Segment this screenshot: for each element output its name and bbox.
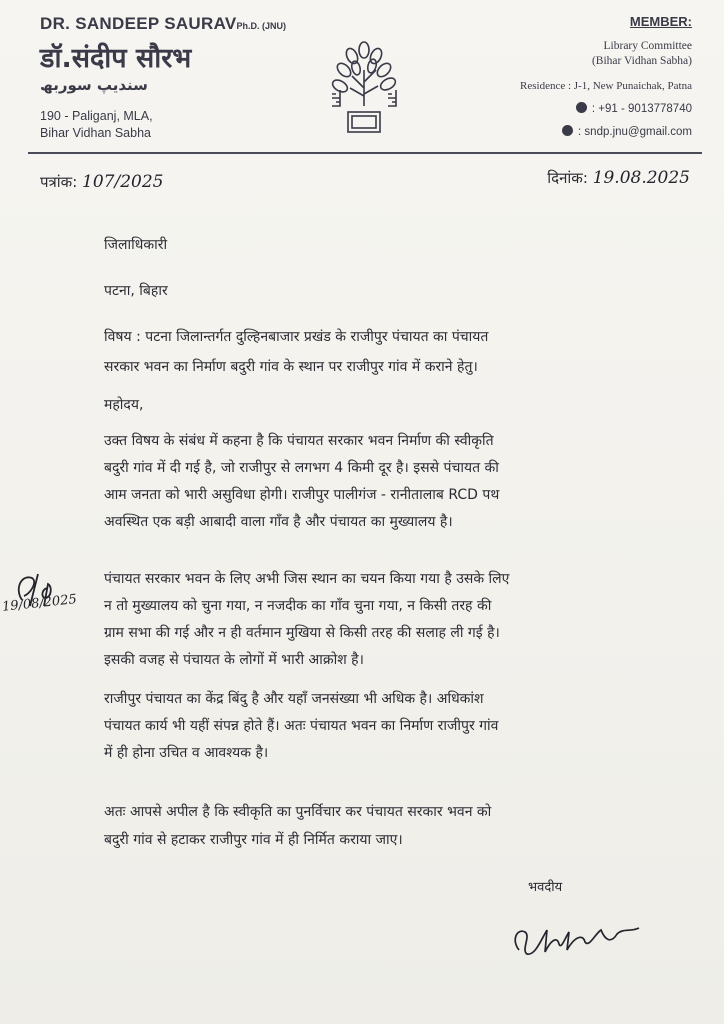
paragraph-line: न तो मुख्यालय को चुना गया, न नजदीक का गाँव चुना गया, न किसी तरह की — [104, 598, 492, 614]
paragraph-line: पंचायत सरकार भवन के लिए अभी जिस स्थान का चयन किया गया है उसके लिए — [104, 571, 510, 587]
paragraph-line: अतः आपसे अपील है कि स्वीकृति का पुनर्विचार कर पंचायत सरकार भवन को — [104, 804, 492, 820]
letterhead-member-info — [520, 14, 692, 140]
paragraph-line: बदुरी गांव से हटाकर राजीपुर गांव में ही निर्मित कराया जाए। — [104, 832, 403, 848]
reference-number — [40, 172, 164, 192]
paragraph-line: ग्राम सभा की गई और न ही वर्तमान मुखिया से किसी तरह की सलाह ली गई है। — [104, 625, 500, 641]
annotation-date: 19/08/2025 — [1, 592, 78, 615]
paragraph-line: राजीपुर पंचायत का केंद्र बिंदु है और यहाँ जनसंख्या भी अधिक है। अधिकांश — [104, 691, 484, 707]
letterhead-address — [40, 108, 153, 142]
address-line-1: 190 - Paliganj, MLA, — [40, 109, 153, 123]
reference-label: पत्रांक: — [40, 173, 78, 191]
letter-date — [547, 168, 690, 188]
email-address: : sndp.jnu@gmail.com — [578, 126, 692, 138]
paragraph-line: बदुरी गांव में दी गई है, जो राजीपुर से लगभग 4 किमी दूर है। इससे पंचायत की — [104, 460, 499, 476]
phone-icon — [576, 102, 587, 113]
closing: भवदीय — [528, 880, 563, 895]
letterhead-name-english — [40, 14, 286, 34]
paragraph-3 — [104, 686, 674, 767]
paragraph-line: अवस्थित एक बड़ी आबादी वाला गाँव है और पंचायत का मुख्यालय है। — [104, 514, 453, 530]
addressee-line-2: पटना, बिहार — [104, 283, 168, 299]
residence: Residence : J-1, New Punaichak, Patna — [520, 80, 692, 92]
paragraph-4 — [104, 798, 674, 854]
subject — [104, 322, 674, 382]
paragraph-line: आम जनता को भारी असुविधा होगी। राजीपुर पालीगंज - रानीतालाब RCD पथ — [104, 487, 500, 503]
paragraph-1 — [104, 428, 674, 536]
name-english: DR. SANDEEP SAURAV — [40, 14, 237, 33]
signature — [505, 910, 655, 970]
paragraph-2 — [104, 566, 674, 674]
letterhead-name-hindi: डॉ.संदीप सौरभ — [40, 43, 192, 74]
committee-line-2: (Bihar Vidhan Sabha) — [591, 55, 692, 67]
committee-line-1: Library Committee — [603, 40, 692, 52]
paragraph-line: में ही होना उचित व आवश्यक है। — [104, 745, 269, 761]
paragraph-line: उक्त विषय के संबंध में कहना है कि पंचायत सरकार भवन निर्माण की स्वीकृति — [104, 433, 494, 449]
paragraph-line: पंचायत कार्य भी यहीं संपन्न होते हैं। अतः पंचायत भवन का निर्माण राजीपुर गांव — [104, 718, 499, 734]
address-line-2: Bihar Vidhan Sabha — [40, 126, 151, 140]
subject-line-2: सरकार भवन का निर्माण बदुरी गांव के स्थान पर राजीपुर गांव में कराने हेतु। — [104, 359, 478, 375]
reference-value: 107/2025 — [82, 172, 164, 192]
subject-line-1: विषय : पटना जिलान्तर्गत दुल्हिनबाजार प्रखंड के राजीपुर पंचायत का पंचायत — [104, 329, 489, 345]
letterhead-name-urdu: سندیپ سوربھ — [40, 76, 148, 94]
salutation: महोदय, — [104, 397, 144, 413]
member-title: MEMBER: — [629, 14, 692, 29]
email-icon — [562, 125, 573, 136]
phone-number: : +91 - 9013778740 — [591, 103, 692, 115]
email-row — [520, 125, 692, 140]
bodhi-tree-emblem-icon — [326, 36, 402, 136]
addressee-line-1: जिलाधिकारी — [104, 237, 168, 253]
paragraph-line: इसकी वजह से पंचायत के लोगों में भारी आक्रोश है। — [104, 652, 364, 668]
degree: Ph.D. (JNU) — [236, 21, 287, 31]
phone-row — [520, 102, 692, 117]
date-value: 19.08.2025 — [592, 168, 690, 188]
date-label: दिनांक: — [547, 169, 588, 187]
letterhead-divider — [28, 152, 702, 154]
